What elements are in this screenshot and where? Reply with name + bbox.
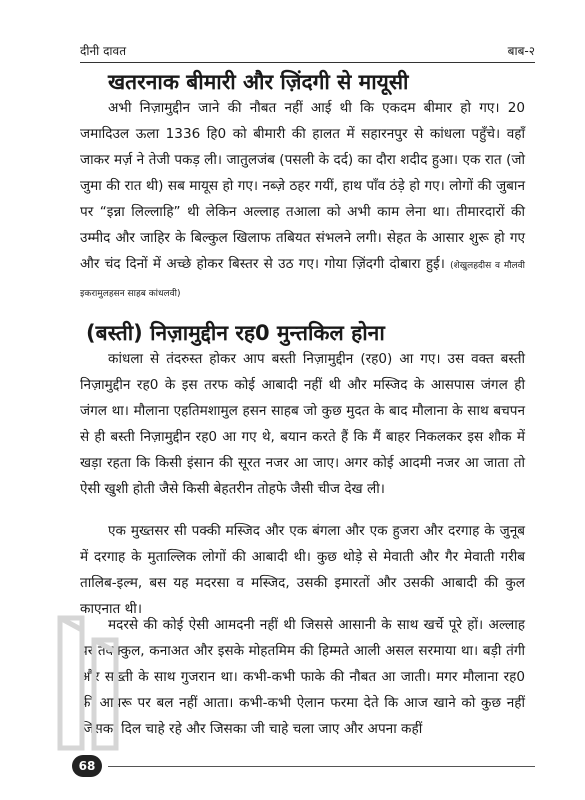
source-credit: (शेखुलहदीस व मौलवी इकरामुलहसन साहब कांधलवी)	[80, 261, 525, 299]
section-heading-illness: खतरनाक बीमारी और ज़िंदगी से मायूसी	[108, 70, 409, 94]
watermark-logo	[52, 610, 132, 760]
section-heading-relocation: (बस्ती) निज़ामुद्दीन रह0 मुन्तकिल होना	[86, 321, 385, 345]
header-chapter: बाब-२	[507, 44, 535, 58]
paragraph-illness-text: अभी निज़ामुद्दीन जाने की नौबत नहीं आई थी कि एकदम बीमार हो गए। 20 जमादिउल ऊला 1336 हि0 को बीमारी की हालत में सहारनपुर से कांधला पहुँचे। वहाँ जाकर मर्ज़ ने तेजी पकड़ ली। जातुलजंब (पसली के दर्द) का दौरा शदीद हुआ। एक रात (जो जुमा की रात थी) सब मायूस हो गए। नब्ज़े ठहर गयीं, हाथ पाँव ठंड़े हो गए। लोगों की जुबान पर “इन्ना लिल्लाहि” थी लेकिन अल्लाह तआला को अभी काम लेना था। तीमारदारों की उम्मीद और जाहिर के बिल्कुल खिलाफ तबियत संभलने लगी। सेहत के आसार शुरू हो गए और चंद दिनों में अच्छे होकर बिस्तर से उठ गए। गोया ज़िंदगी दोबारा हुई।	[80, 100, 525, 272]
paragraph-illness	[80, 95, 525, 307]
paragraph-madrasa-finances: मदरसे की कोई ऐसी आमदनी नहीं थी जिससे आसानी के साथ खर्चे पूरे हों। अल्लाह पर तवक्कुल, कनाअत और इसके मोहतमिम की हिम्मते आली असल सरमाया था। बड़ी तंगी और सख्ती के साथ गुजरान था। कभी-कभी फाके की नौबत आ जाती। मगर मौलाना रह0 की आबरू पर बल नहीं आता। कभी-कभी ऐलान फरमा देते कि आज खाने को कुछ नहीं जिसका दिल चाहे रहे और जिसका जी चाहे चला जाए और अपना कहीं	[80, 617, 525, 737]
header-divider	[80, 62, 535, 63]
footer-divider	[108, 766, 535, 767]
paragraph-basti-arrival: कांधला से तंदरुस्त होकर आप बस्ती निज़ामुद्दीन (रह0) आ गए। उस वक्त बस्ती निज़ामुद्दीन रह0 के इस तरफ कोई आबादी नहीं थी और मस्जिद के आसपास जंगल ही जंगल था। मौलाना एहतिमशामुल हसन साहब जो कुछ मुदत के बाद मौलाना के साथ बचपन से ही बस्ती निज़ामुद्दीन रह0 आ गए थे, बयान करते हैं कि मैं बाहर निकलकर इस शौक में खड़ा रहता कि किसी इंसान की सूरत नजर आ जाए। अगर कोई आदमी नजर आ जाता तो ऐसी खुशी होती जैसे किसी बेहतरीन तोहफे जैसी चीज देख ली।	[80, 351, 525, 497]
running-header	[80, 42, 535, 62]
paragraph-masjid-description: एक मुख्तसर सी पक्की मस्जिद और एक बंगला और एक हुजरा और दरगाह के जुनूब में दरगाह के मुताल्लिक लोगों की आबादी थी। कुछ थोड़े से मेवाती और गैर मेवाती गरीब तालिब-इल्म, बस यह मदरसा व मस्जिद, उसकी इमारतों और उसकी आबादी की कुल काएनात थी।	[80, 523, 525, 617]
header-book-title: दीनी दावत	[80, 44, 127, 58]
page-number: 68	[72, 755, 102, 777]
